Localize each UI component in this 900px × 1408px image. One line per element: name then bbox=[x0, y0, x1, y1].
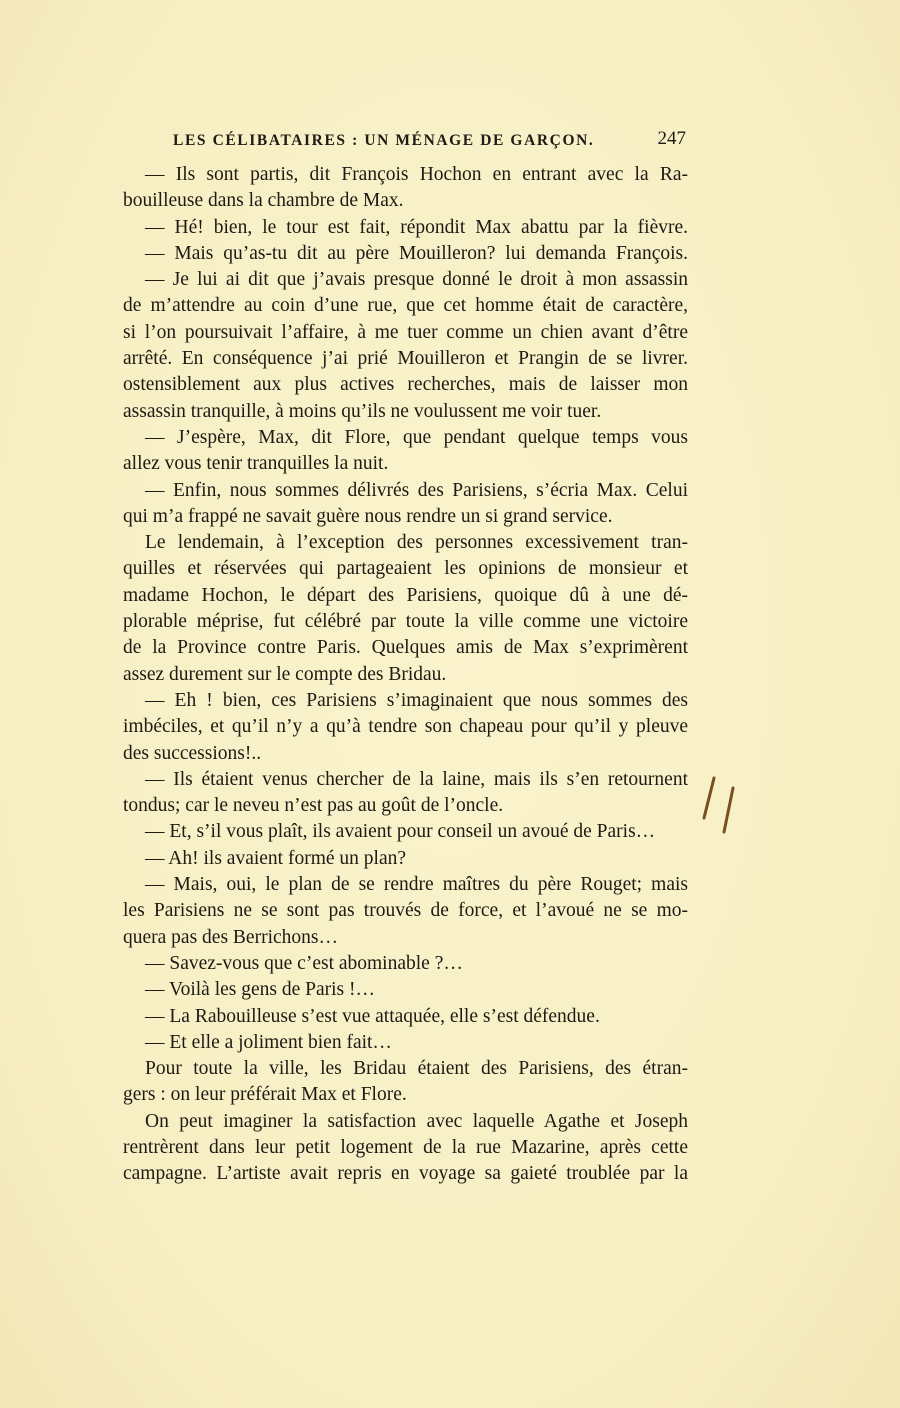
text-line: — Enfin, nous sommes délivrés des Parisiens, s’écria Max. Celui bbox=[145, 479, 688, 501]
text-line: — Mais qu’as-tu dit au père Mouilleron? lui demanda François. bbox=[145, 242, 688, 264]
text-line: quilles et réservées qui partageaient les opinions de monsieur et bbox=[123, 558, 688, 580]
text-line: — Voilà les gens de Paris !… bbox=[145, 979, 376, 1001]
text-line: — Ah! ils avaient formé un plan? bbox=[145, 847, 407, 869]
text-line: plorable méprise, fut célébré par toute la ville comme une victoire bbox=[123, 611, 688, 633]
text-line: madame Hochon, le départ des Parisiens, quoique dû à une dé- bbox=[123, 584, 688, 606]
text-line: — Et elle a joliment bien fait… bbox=[145, 1031, 392, 1053]
text-line: Pour toute la ville, les Bridau étaient des Parisiens, des étran- bbox=[145, 1058, 688, 1080]
text-line: On peut imaginer la satisfaction avec laquelle Agathe et Joseph bbox=[145, 1110, 688, 1132]
text-line: campagne. L’artiste avait repris en voyage sa gaieté troublée par la bbox=[123, 1163, 688, 1185]
text-line: rentrèrent dans leur petit logement de la rue Mazarine, après cette bbox=[123, 1136, 688, 1158]
text-line: — Eh ! bien, ces Parisiens s’imaginaient que nous sommes des bbox=[145, 689, 688, 711]
text-line: si l’on poursuivait l’affaire, à me tuer comme un chien avant d’être bbox=[123, 321, 688, 343]
text-line: imbéciles, et qu’il n’y a qu’à tendre son chapeau pour qu’il y pleuve bbox=[123, 716, 688, 738]
text-line: — Mais, oui, le plan de se rendre maîtres du père Rouget; mais bbox=[145, 874, 688, 896]
text-line: — La Rabouilleuse s’est vue attaquée, elle s’est défendue. bbox=[145, 1005, 600, 1027]
text-line: — Ils étaient venus chercher de la laine, mais ils s’en retournent bbox=[145, 768, 688, 790]
running-head bbox=[170, 128, 690, 156]
text-line: allez vous tenir tranquilles la nuit. bbox=[123, 453, 389, 475]
text-line: — Je lui ai dit que j’avais presque donné le droit à mon assassin bbox=[145, 269, 688, 291]
text-line: bouilleuse dans la chambre de Max. bbox=[123, 190, 404, 212]
text-line: — Hé! bien, le tour est fait, répondit Max abattu par la fièvre. bbox=[145, 216, 688, 238]
handwritten-margin-mark-icon bbox=[700, 770, 745, 840]
text-line: des successions!.. bbox=[123, 742, 262, 764]
text-line: — Et, s’il vous plaît, ils avaient pour conseil un avoué de Paris… bbox=[145, 821, 656, 843]
text-line: gers : on leur préférait Max et Flore. bbox=[123, 1084, 407, 1106]
text-line: quera pas des Berrichons… bbox=[123, 926, 338, 948]
text-line: de m’attendre au coin d’une rue, que cet homme était de caractère, bbox=[123, 295, 688, 317]
text-line: arrêté. En conséquence j’ai prié Mouilleron et Prangin de se livrer. bbox=[123, 348, 688, 370]
running-title: LES CÉLIBATAIRES : UN MÉNAGE DE GARÇON. bbox=[173, 132, 595, 149]
text-line: Le lendemain, à l’exception des personnes excessivement tran- bbox=[145, 532, 688, 554]
text-line: les Parisiens ne se sont pas trouvés de force, et l’avoué ne se mo- bbox=[123, 900, 688, 922]
text-line: — J’espère, Max, dit Flore, que pendant quelque temps vous bbox=[145, 426, 688, 448]
text-line: — Ils sont partis, dit François Hochon en entrant avec la Ra- bbox=[145, 164, 688, 185]
text-line: assez durement sur le compte des Bridau. bbox=[123, 663, 447, 685]
text-line: ostensiblement aux plus actives recherches, mais de laisser mon bbox=[123, 374, 688, 396]
text-line: — Savez-vous que c’est abominable ?… bbox=[145, 952, 463, 974]
text-line: de la Province contre Paris. Quelques amis de Max s’exprimèrent bbox=[123, 637, 688, 659]
page-number: 247 bbox=[657, 128, 686, 149]
body-text bbox=[123, 162, 688, 1188]
text-line: qui m’a frappé ne savait guère nous rendre un si grand service. bbox=[123, 505, 613, 527]
text-line: tondus; car le neveu n’est pas au goût de l’oncle. bbox=[123, 795, 504, 817]
text-line: assassin tranquille, à moins qu’ils ne voulussent me voir tuer. bbox=[123, 400, 602, 422]
